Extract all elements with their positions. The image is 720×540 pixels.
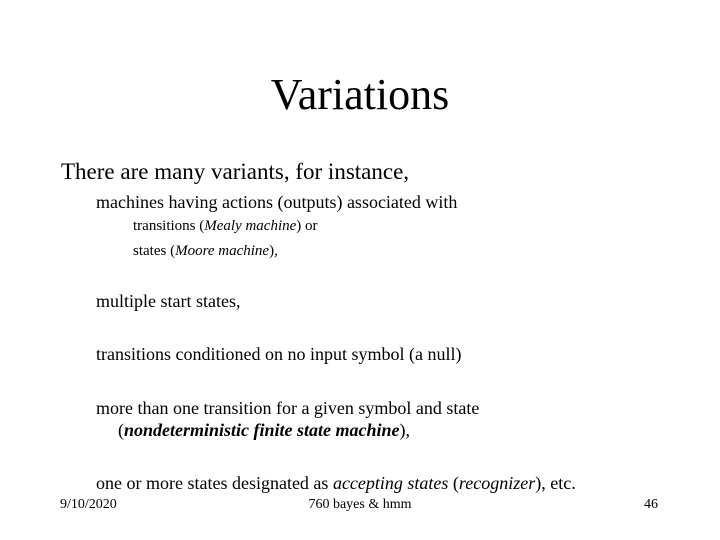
mealy-machine-term: Mealy machine <box>204 218 297 234</box>
accepting-states-term: accepting states <box>332 473 449 493</box>
accepting-suffix: ), etc. <box>535 473 576 493</box>
nondeterministic-line <box>118 419 410 441</box>
footer-date: 9/10/2020 <box>60 497 117 512</box>
bullet-multiple-transitions: more than one transition for a given symbol and state <box>96 398 480 418</box>
mealy-prefix: transitions ( <box>133 218 205 234</box>
accepting-middle: ( <box>448 473 459 493</box>
sub-bullet-mealy <box>133 217 318 236</box>
bullet-actions-outputs: machines having actions (outputs) associated with <box>96 192 458 212</box>
sub-bullet-moore <box>133 242 278 261</box>
accepting-prefix: one or more states designated as <box>96 473 333 493</box>
nfsm-suffix: ), <box>399 420 411 440</box>
nfsm-prefix: ( <box>118 420 124 440</box>
moore-prefix: states ( <box>133 243 176 259</box>
bullet-start-states: multiple start states, <box>96 291 241 311</box>
recognizer-term: recognizer <box>458 473 536 493</box>
footer-page-number: 46 <box>644 497 658 512</box>
moore-machine-term: Moore machine <box>175 243 270 259</box>
slide-title: Variations <box>270 70 450 119</box>
mealy-suffix: ) or <box>296 218 318 234</box>
bullet-accepting-states <box>96 472 576 494</box>
bullet-null-transitions: transitions conditioned on no input symbol (a null) <box>96 344 462 364</box>
moore-suffix: ), <box>269 243 278 259</box>
intro-text: There are many variants, for instance, <box>61 159 410 184</box>
nfsm-term: nondeterministic finite state machine <box>124 420 400 440</box>
footer-course: 760 bayes & hmm <box>308 497 412 512</box>
